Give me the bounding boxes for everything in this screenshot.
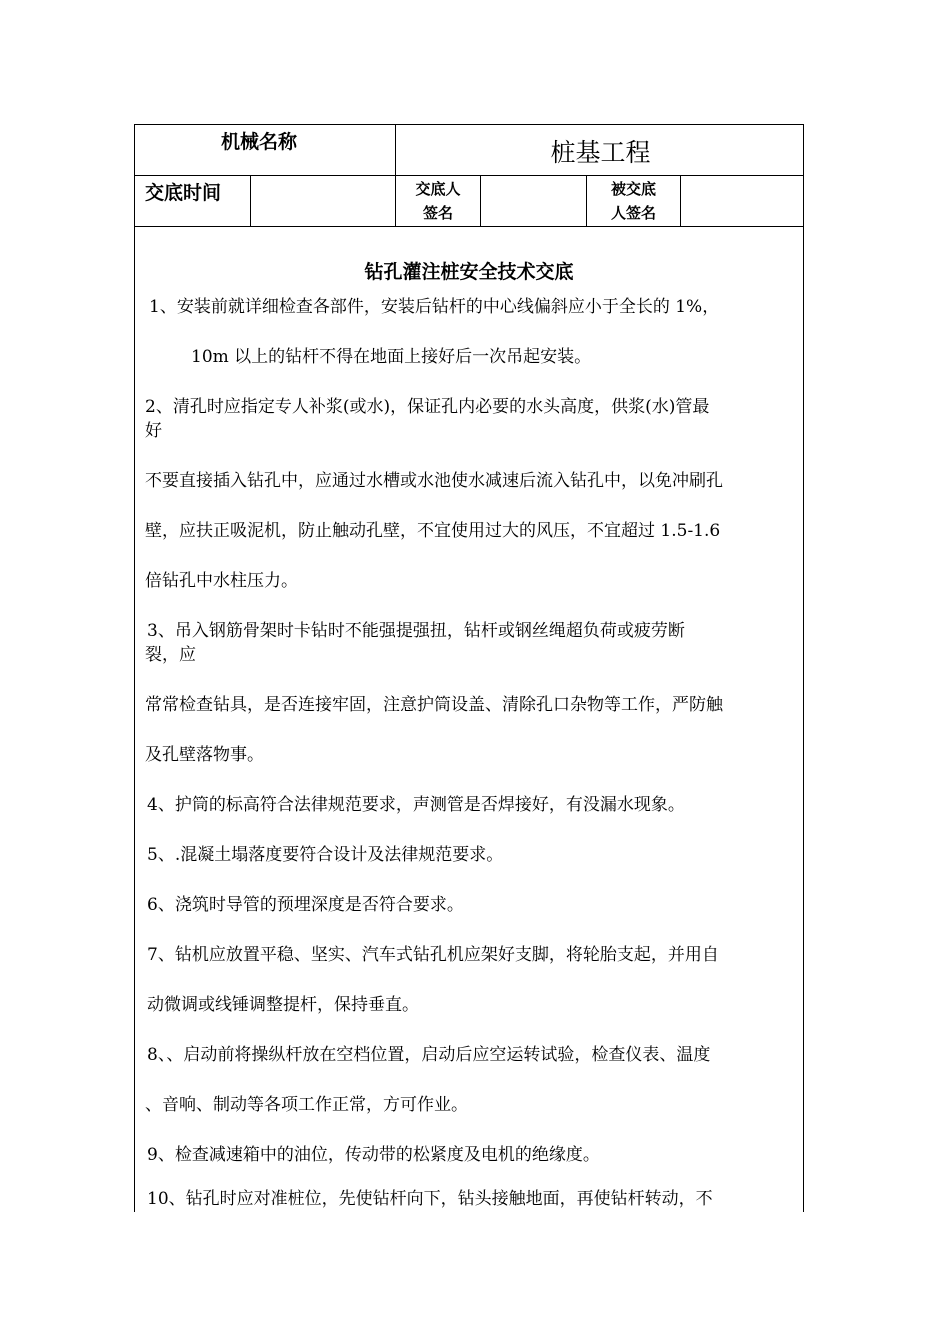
body-line: 常常检查钻具，是否连接牢固，注意护筒设盖、清除孔口杂物等工作，严防触 xyxy=(145,695,723,715)
body-line: 10m 以上的钻杆不得在地面上接好后一次吊起安装。 xyxy=(191,347,592,367)
project-name: 桩基工程 xyxy=(550,138,651,167)
body-line: 6、浇筑时导管的预埋深度是否符合要求。 xyxy=(147,895,464,915)
recipient-label xyxy=(587,177,680,225)
recipient-signature-cell[interactable] xyxy=(681,176,805,226)
body-line: 、音响、制动等各项工作正常，方可作业。 xyxy=(145,1095,468,1115)
body-line: 4、护筒的标高符合法律规范要求，声测管是否焊接好，有没漏水现象。 xyxy=(147,795,685,815)
body-line: 1、安装前就详细检查各部件，安装后钻杆的中心线偏斜应小于全长的 1%， xyxy=(149,297,720,317)
briefing-time-label-cell xyxy=(135,176,251,226)
recipient-label-line1: 被交底 xyxy=(610,180,656,198)
safety-briefing-form xyxy=(134,124,804,1212)
recipient-label-line2: 人签名 xyxy=(610,204,656,222)
briefer-label xyxy=(396,177,480,225)
document-title: 钻孔灌注桩安全技术交底 xyxy=(364,261,574,283)
body-line: 裂，应 xyxy=(145,645,196,665)
briefer-label-line1: 交底人 xyxy=(415,180,461,198)
body-line: 10、钻孔时应对准桩位，先使钻杆向下，钻头接触地面，再使钻杆转动，不 xyxy=(147,1189,713,1209)
body-line: 2、清孔时应指定专人补浆(或水)，保证孔内必要的水头高度，供浆(水)管最 xyxy=(145,397,710,417)
body-line: 动微调或线锤调整提杆，保持垂直。 xyxy=(147,995,419,1015)
body-line: 不要直接插入钻孔中，应通过水槽或水池使水减速后流入钻孔中，以免冲刷孔 xyxy=(145,471,723,491)
recipient-label-cell xyxy=(587,176,681,226)
body-line: 9、检查减速箱中的油位，传动带的松紧度及电机的绝缘度。 xyxy=(147,1145,600,1165)
header-row-briefing xyxy=(135,176,803,227)
body-line: 好 xyxy=(145,421,162,441)
body-line: 3、吊入钢筋骨架时卡钻时不能强提强扭，钻杆或钢丝绳超负荷或疲劳断 xyxy=(147,621,685,641)
header-row-machine xyxy=(135,125,803,176)
body-line: 壁，应扶正吸泥机，防止触动孔壁，不宜使用过大的风压，不宜超过 1.5-1.6 xyxy=(145,521,721,541)
briefer-label-cell xyxy=(396,176,481,226)
body-line: 8、、启动前将操纵杆放在空档位置，启动后应空运转试验，检查仪表、温度 xyxy=(147,1045,711,1065)
machine-name-label-cell xyxy=(135,125,396,175)
body-line: 5、.混凝土塌落度要符合设计及法律规范要求。 xyxy=(147,845,504,865)
project-name-cell xyxy=(396,125,805,175)
briefing-time-value-cell[interactable] xyxy=(251,176,396,226)
briefer-signature-cell[interactable] xyxy=(481,176,587,226)
machine-name-label: 机械名称 xyxy=(221,131,298,153)
body-line: 7、钻机应放置平稳、坚实、汽车式钻孔机应架好支脚，将轮胎支起，并用自 xyxy=(147,945,719,965)
briefer-label-line2: 签名 xyxy=(422,204,453,222)
body-line: 倍钻孔中水柱压力。 xyxy=(145,571,298,591)
body-line: 及孔壁落物事。 xyxy=(145,745,264,765)
briefing-time-label: 交底时间 xyxy=(145,182,222,204)
